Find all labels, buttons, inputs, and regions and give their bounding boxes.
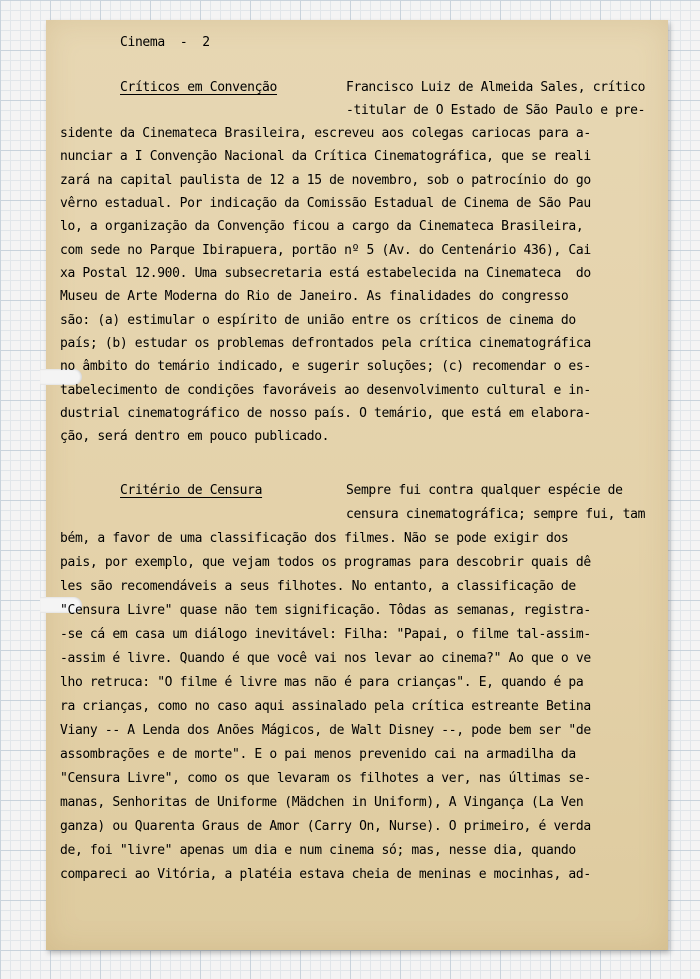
page-header: Cinema - 2 xyxy=(120,35,210,50)
text-line: "Censura Livre" quase não tem significação. Tôdas as semanas, registra- xyxy=(60,603,591,618)
text-line: ção, será dentro em pouco publicado. xyxy=(60,429,330,444)
text-line: ra crianças, como no caso aqui assinalado pela crítica estreante Betina xyxy=(60,699,591,714)
text-line: censura cinematográfica; sempre fui, tam xyxy=(346,507,646,522)
text-line: Francisco Luiz de Almeida Sales, crítico xyxy=(346,80,646,95)
section-title-censura: Critério de Censura xyxy=(120,483,263,498)
text-line: de, foi "livre" apenas um dia e num cinema só; mas, nesse dia, quando xyxy=(60,843,576,858)
text-line: são: (a) estimular o espírito de união entre os críticos de cinema do xyxy=(60,313,576,328)
text-line: com sede no Parque Ibirapuera, portão nº 5 (Av. do Centenário 436), Cai xyxy=(60,243,591,258)
text-line: -titular de O Estado de São Paulo e pre- xyxy=(346,103,646,118)
text-line: lo, a organização da Convenção ficou a cargo da Cinemateca Brasileira, xyxy=(60,219,584,234)
text-line: xa Postal 12.900. Uma subsecretaria está estabelecida na Cinemateca do xyxy=(60,266,591,281)
text-line: nunciar a I Convenção Nacional da Crítica Cinematográfica, que se reali xyxy=(60,149,591,164)
text-line: ganza) ou Quarenta Graus de Amor (Carry On, Nurse). O primeiro, é verda xyxy=(60,819,591,834)
text-line: pais, por exemplo, que vejam todos os programas para descobrir quais dê xyxy=(60,555,591,570)
text-line: país; (b) estudar os problemas defrontados pela crítica cinematográfica xyxy=(60,336,591,351)
text-line: bém, a favor de uma classificação dos filmes. Não se pode exigir dos xyxy=(60,531,569,546)
text-line: Museu de Arte Moderna do Rio de Janeiro. As finalidades do congresso xyxy=(60,289,569,304)
text-line: -se cá em casa um diálogo inevitável: Filha: "Papai, o filme tal-assim- xyxy=(60,627,591,642)
text-line: zará na capital paulista de 12 a 15 de novembro, sob o patrocínio do go xyxy=(60,173,591,188)
text-line: lho retruca: "O filme é livre mas não é para crianças". E, quando é pa xyxy=(60,675,584,690)
text-line: vêrno estadual. Por indicação da Comissão Estadual de Cinema de São Pau xyxy=(60,196,591,211)
text-line: tabelecimento de condições favoráveis ao desenvolvimento cultural e in- xyxy=(60,383,591,398)
text-line: -assim é livre. Quando é que você vai nos levar ao cinema?" Ao que o ve xyxy=(60,651,591,666)
section-title-criticos: Críticos em Convenção xyxy=(120,80,278,95)
text-line: compareci ao Vitória, a platéia estava cheia de meninas e mocinhas, ad- xyxy=(60,867,591,882)
text-line: "Censura Livre", como os que levaram os filhotes a ver, nas últimas se- xyxy=(60,771,591,786)
text-line: no âmbito do temário indicado, e sugerir soluções; (c) recomendar o es- xyxy=(60,359,591,374)
text-line: Sempre fui contra qualquer espécie de xyxy=(346,483,623,498)
text-line: les são recomendáveis a seus filhotes. No entanto, a classificação de xyxy=(60,579,576,594)
text-line: sidente da Cinemateca Brasileira, escreveu aos colegas cariocas para a- xyxy=(60,126,591,141)
text-line: dustrial cinematográfico de nosso país. O temário, que está em elabora- xyxy=(60,406,591,421)
text-line: manas, Senhoritas de Uniforme (Mädchen in Uniform), A Vingança (La Ven xyxy=(60,795,584,810)
text-line: Viany -- A Lenda dos Anões Mágicos, de Walt Disney --, pode bem ser "de xyxy=(60,723,591,738)
text-line: assombrações e de morte". E o pai menos prevenido cai na armadilha da xyxy=(60,747,576,762)
